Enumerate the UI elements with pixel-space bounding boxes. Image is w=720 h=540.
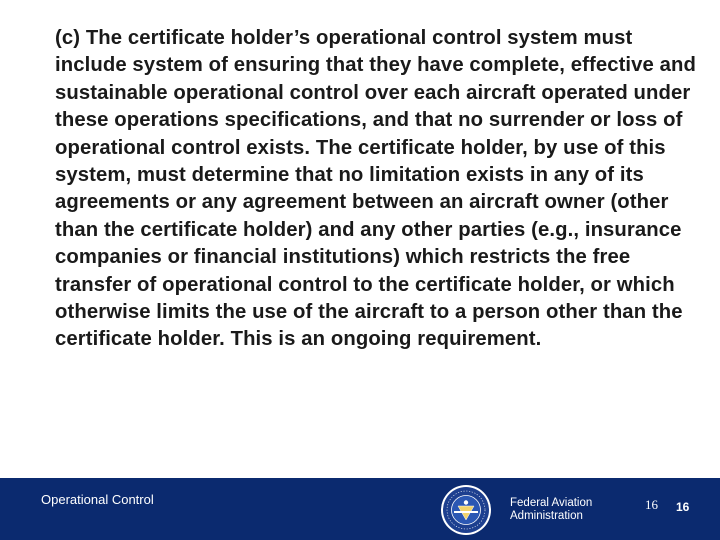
slide-footer-bar: [0, 478, 720, 540]
slide-body-text: (c) The certificate holder’s operational control system must include system of ensuring that they have complete, effective and sustainable operational control over each aircraft operated under these operations specifications, and that no surrender or loss of operational control exists. The certificate holder, by use of this system, must determine that no limitation exists in any of its agreements or any agreement between an aircraft owner (other than the certificate holder) and any other parties (e.g., insurance companies or financial institutions) which restricts the free transfer of operational control to the certificate holder, or which otherwise limits the use of the aircraft to a person other than the certificate holder. This is an ongoing requirement.: [55, 27, 697, 351]
agency-name-line-2: Administration: [510, 510, 583, 522]
agency-name: [510, 497, 592, 523]
agency-name-line-1: Federal Aviation: [510, 497, 593, 509]
footer-title: Operational Control: [41, 492, 154, 507]
slide-number: 16: [676, 500, 690, 514]
page-number: 16: [645, 497, 658, 512]
faa-seal-icon: [440, 484, 492, 536]
